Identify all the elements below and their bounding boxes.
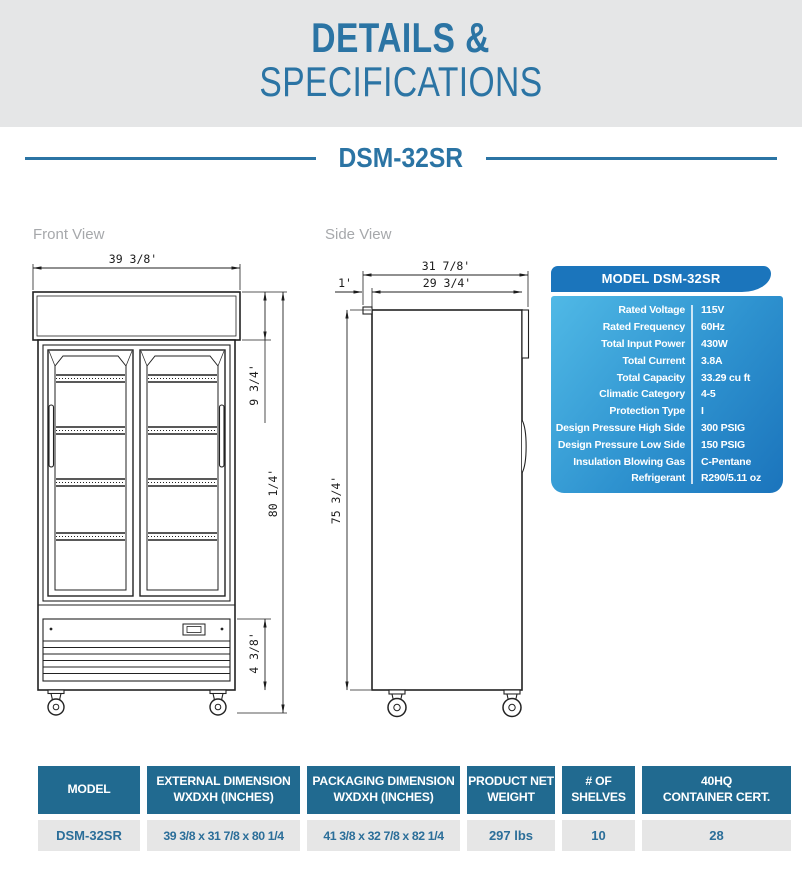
front-dim-width: 39 3/8'	[108, 252, 158, 266]
table-data-row	[38, 820, 791, 851]
front-dim-sign-height: 9 3/4'	[247, 364, 261, 406]
side-dim-depth-body: 29 3/4'	[422, 276, 472, 290]
cell-model: DSM-32SR	[38, 820, 140, 851]
front-view-drawing	[25, 245, 295, 730]
header-packaging-dimension: PACKAGING DIMENSION WXDXH (INCHES)	[307, 766, 460, 814]
side-dim-depth-total: 31 7/8'	[421, 259, 471, 273]
left-rule	[25, 157, 316, 160]
side-dim-height: 75 3/4'	[329, 475, 343, 525]
spec-row-design-pressure-high: Design Pressure High Side 300 PSIG	[555, 421, 745, 434]
right-rule	[486, 157, 777, 160]
spec-row-refrigerant: Refrigerant R290/5.11 oz	[631, 472, 762, 485]
spec-row-design-pressure-low: Design Pressure Low Side 150 PSIG	[557, 438, 745, 451]
model-heading-row	[0, 142, 802, 174]
header-container-cert: 40HQ CONTAINER CERT.	[642, 766, 791, 814]
side-door-handle	[522, 420, 526, 473]
left-door-handle	[49, 405, 54, 467]
side-left-caster	[388, 690, 406, 717]
spec-divider	[691, 305, 693, 484]
side-dim-overhang: 1'	[338, 276, 352, 290]
front-dim-total-height: 80 1/4'	[266, 468, 280, 518]
header-external-dimension: EXTERNAL DIMENSION WXDXH (INCHES)	[147, 766, 300, 814]
title-line-1: DETAILS &	[311, 14, 491, 61]
cell-shelves: 10	[562, 820, 635, 851]
spec-panel-title: MODEL DSM-32SR	[551, 266, 771, 292]
right-door-handle	[220, 405, 225, 467]
side-view-drawing	[325, 245, 540, 730]
front-dim-base-height: 4 3/8'	[247, 632, 261, 674]
header-model: MODEL	[38, 766, 140, 814]
spec-row-rated-frequency: Rated Frequency 60Hz	[602, 321, 725, 334]
spec-panel	[551, 266, 783, 493]
side-view-label: Side View	[325, 226, 392, 243]
cell-packaging-dimension: 41 3/8 x 32 7/8 x 82 1/4	[307, 820, 460, 851]
header-shelves: # OF SHELVES	[562, 766, 635, 814]
header-product-net-weight: PRODUCT NET WEIGHT	[467, 766, 555, 814]
sign-front-panel	[522, 310, 529, 358]
spec-row-protection-type: Protection Type I	[609, 405, 704, 418]
top-overhang	[363, 307, 372, 314]
spec-row-climatic-category: Climatic Category 4-5	[599, 388, 716, 401]
model-heading: DSM-32SR	[338, 142, 464, 173]
dimensions-table	[38, 766, 791, 851]
spec-row-total-capacity: Total Capacity 33.29 cu ft	[616, 371, 751, 384]
front-view-label: Front View	[33, 226, 105, 243]
spec-row-total-input-power: Total Input Power 430W	[601, 337, 728, 350]
side-right-caster	[503, 690, 521, 717]
cell-net-weight: 297 lbs	[467, 820, 555, 851]
front-left-caster	[48, 690, 64, 715]
spec-panel-body	[551, 296, 783, 493]
spec-row-insulation-blowing-gas: Insulation Blowing Gas C-Pentane	[573, 455, 752, 468]
table-header-row	[38, 766, 791, 814]
cell-external-dimension: 39 3/8 x 31 7/8 x 80 1/4	[147, 820, 300, 851]
title-line-2: SPECIFICATIONS	[259, 58, 543, 105]
front-right-caster	[210, 690, 226, 715]
cell-container-cert: 28	[642, 820, 791, 851]
spec-row-total-current: Total Current 3.8A	[622, 354, 723, 367]
page-title	[0, 16, 802, 104]
spec-row-rated-voltage: Rated Voltage 115V	[618, 304, 725, 317]
